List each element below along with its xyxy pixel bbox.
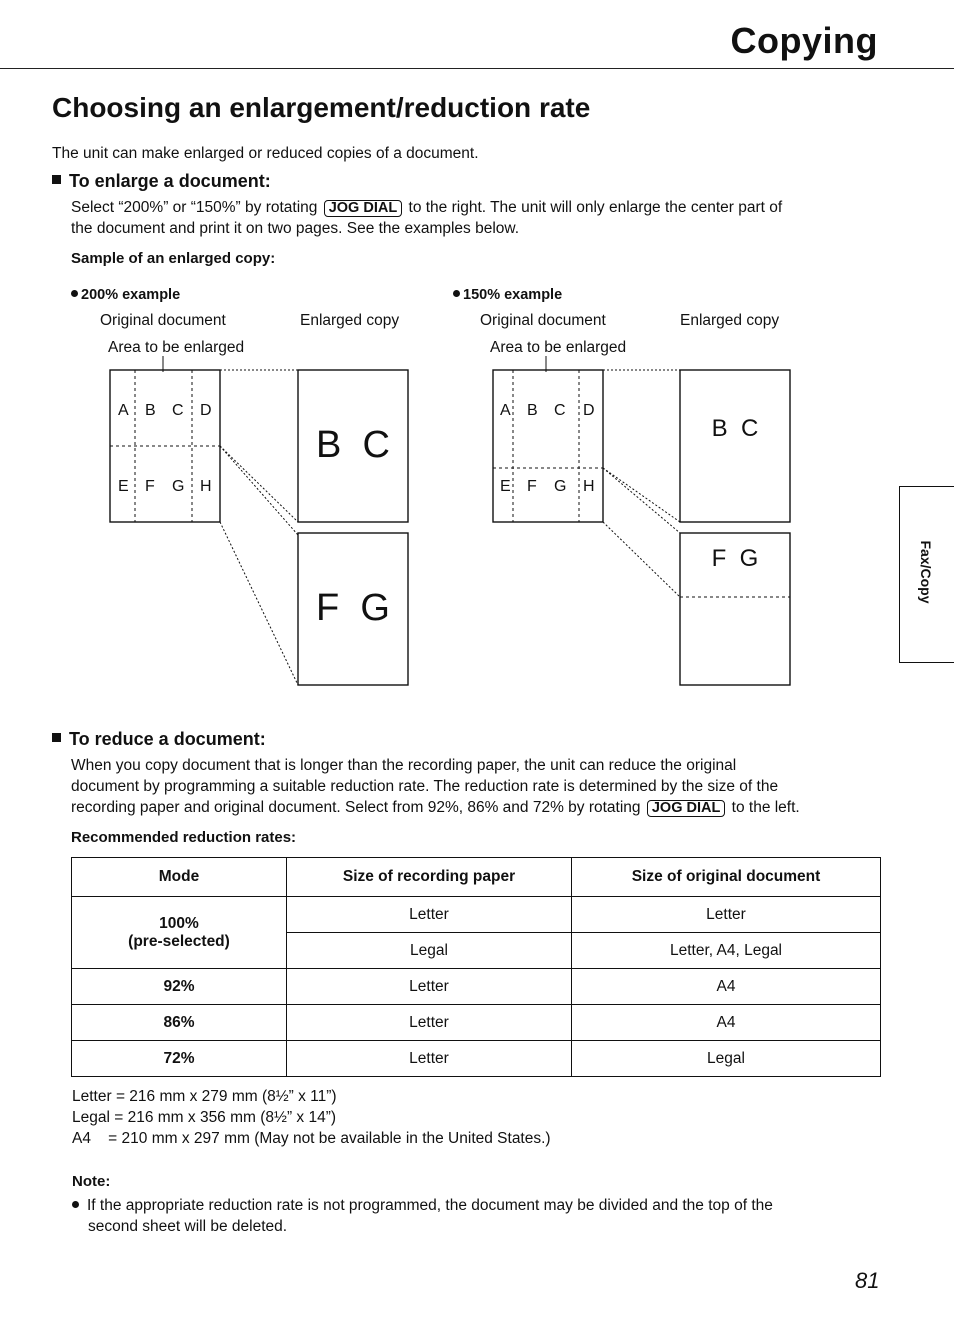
intro-text: The unit can make enlarged or reduced copies of a document. xyxy=(52,145,479,162)
letter-a: A xyxy=(118,402,129,419)
original-cell: Legal xyxy=(572,1041,881,1077)
enlarged-label-150: Enlarged copy xyxy=(680,312,780,329)
letter-g: G xyxy=(172,478,185,495)
area-label-200: Area to be enlarged xyxy=(108,339,245,356)
reduction-rates-table xyxy=(71,857,881,1077)
table-row xyxy=(72,969,881,1005)
mode-cell xyxy=(72,897,287,969)
enlarge-heading-text: To enlarge a document: xyxy=(69,171,271,191)
jog-dial-key: JOG DIAL xyxy=(324,200,402,217)
enlarge-text-after-key: to the right. The unit will only enlarge the center part of xyxy=(408,199,783,216)
square-bullet-icon xyxy=(52,733,61,742)
enlarge-text-before-key: Select “200%” or “150%” by rotating xyxy=(71,199,318,216)
original-label-150: Original document xyxy=(480,312,606,329)
page-title: Choosing an enlargement/reduction rate xyxy=(52,92,591,123)
reduce-heading xyxy=(52,729,266,750)
page-number: 81 xyxy=(855,1268,880,1293)
sample-label: Sample of an enlarged copy: xyxy=(71,250,276,267)
enlarge-text-line2: the document and print it on two pages. See the examples below. xyxy=(71,220,520,237)
area-label-150: Area to be enlarged xyxy=(490,339,627,356)
size-legal: Legal = 216 mm x 356 mm (8½” x 14”) xyxy=(72,1109,337,1126)
letter-g: G xyxy=(554,478,567,495)
original-cell: Letter, A4, Legal xyxy=(572,933,881,969)
reduce-paragraph xyxy=(71,755,901,818)
table-row xyxy=(72,1041,881,1077)
copy-page1-letters-200: B C xyxy=(316,424,390,466)
letter-e: E xyxy=(118,478,129,495)
letter-h: H xyxy=(200,478,212,495)
paper-cell: Letter xyxy=(287,1041,572,1077)
example-150-label-text: 150% example xyxy=(463,287,563,303)
mode-cell: 72% xyxy=(72,1041,287,1077)
paper-cell: Letter xyxy=(287,969,572,1005)
mode-note: (pre-selected) xyxy=(128,932,230,950)
letter-c: C xyxy=(172,402,184,419)
original-cell: A4 xyxy=(572,969,881,1005)
letter-d: D xyxy=(583,402,595,419)
paper-cell: Legal xyxy=(287,933,572,969)
paper-sizes xyxy=(72,1086,551,1149)
reduce-line3-after-key: to the left. xyxy=(731,799,800,816)
letter-d: D xyxy=(200,402,212,419)
header-recording-paper: Size of recording paper xyxy=(287,858,572,897)
letter-b: B xyxy=(145,402,156,419)
note-line2: second sheet will be deleted. xyxy=(88,1218,288,1235)
side-tab-label: Fax/Copy xyxy=(918,540,934,604)
reduce-line1: When you copy document that is longer than the recording paper, the unit can reduce the original xyxy=(71,757,737,774)
letter-f: F xyxy=(527,478,537,495)
letter-h: H xyxy=(583,478,595,495)
size-a4: A4 = 210 mm x 297 mm (May not be available in the United States.) xyxy=(72,1130,551,1147)
original-document-150 xyxy=(493,370,603,522)
size-letter: Letter = 216 mm x 279 mm (8½” x 11”) xyxy=(72,1088,337,1105)
table-row xyxy=(72,1005,881,1041)
mode-value: 100% xyxy=(159,914,199,932)
letter-c: C xyxy=(554,402,566,419)
letter-f: F xyxy=(145,478,155,495)
reduce-line2: document by programming a suitable reduction rate. The reduction rate is determined by the size of the xyxy=(71,778,779,795)
example-200-label-text: 200% example xyxy=(81,287,181,303)
paper-cell: Letter xyxy=(287,1005,572,1041)
copy-page2-letters-150: F G xyxy=(711,545,759,572)
note-label: Note: xyxy=(72,1173,111,1190)
paper-cell: Letter xyxy=(287,897,572,933)
jog-dial-key: JOG DIAL xyxy=(647,800,725,817)
original-cell: A4 xyxy=(572,1005,881,1041)
note-text xyxy=(72,1195,892,1237)
table-header-row xyxy=(72,858,881,897)
reduce-heading-text: To reduce a document: xyxy=(69,729,266,749)
copy-page2-letters-200: F G xyxy=(316,587,390,629)
bullet-icon xyxy=(72,1201,79,1208)
mode-cell: 86% xyxy=(72,1005,287,1041)
header-original-document: Size of original document xyxy=(572,858,881,897)
letter-b: B xyxy=(527,402,538,419)
letter-a: A xyxy=(500,402,511,419)
copy-page1-letters-150: B C xyxy=(711,415,759,442)
header-mode: Mode xyxy=(72,858,287,897)
mode-cell: 92% xyxy=(72,969,287,1005)
letter-e: E xyxy=(500,478,511,495)
original-label-200: Original document xyxy=(100,312,226,329)
table-label: Recommended reduction rates: xyxy=(71,829,297,846)
enlarged-label-200: Enlarged copy xyxy=(300,312,400,329)
enlarged-copy-page1-150 xyxy=(680,370,790,522)
section-title: Copying xyxy=(730,20,878,61)
note-line1: If the appropriate reduction rate is not programmed, the document may be divided and the top of the xyxy=(87,1197,773,1214)
original-cell: Letter xyxy=(572,897,881,933)
reduce-line3-before-key: recording paper and original document. Select from 92%, 86% and 72% by rotating xyxy=(71,799,641,816)
table-row xyxy=(72,897,881,933)
